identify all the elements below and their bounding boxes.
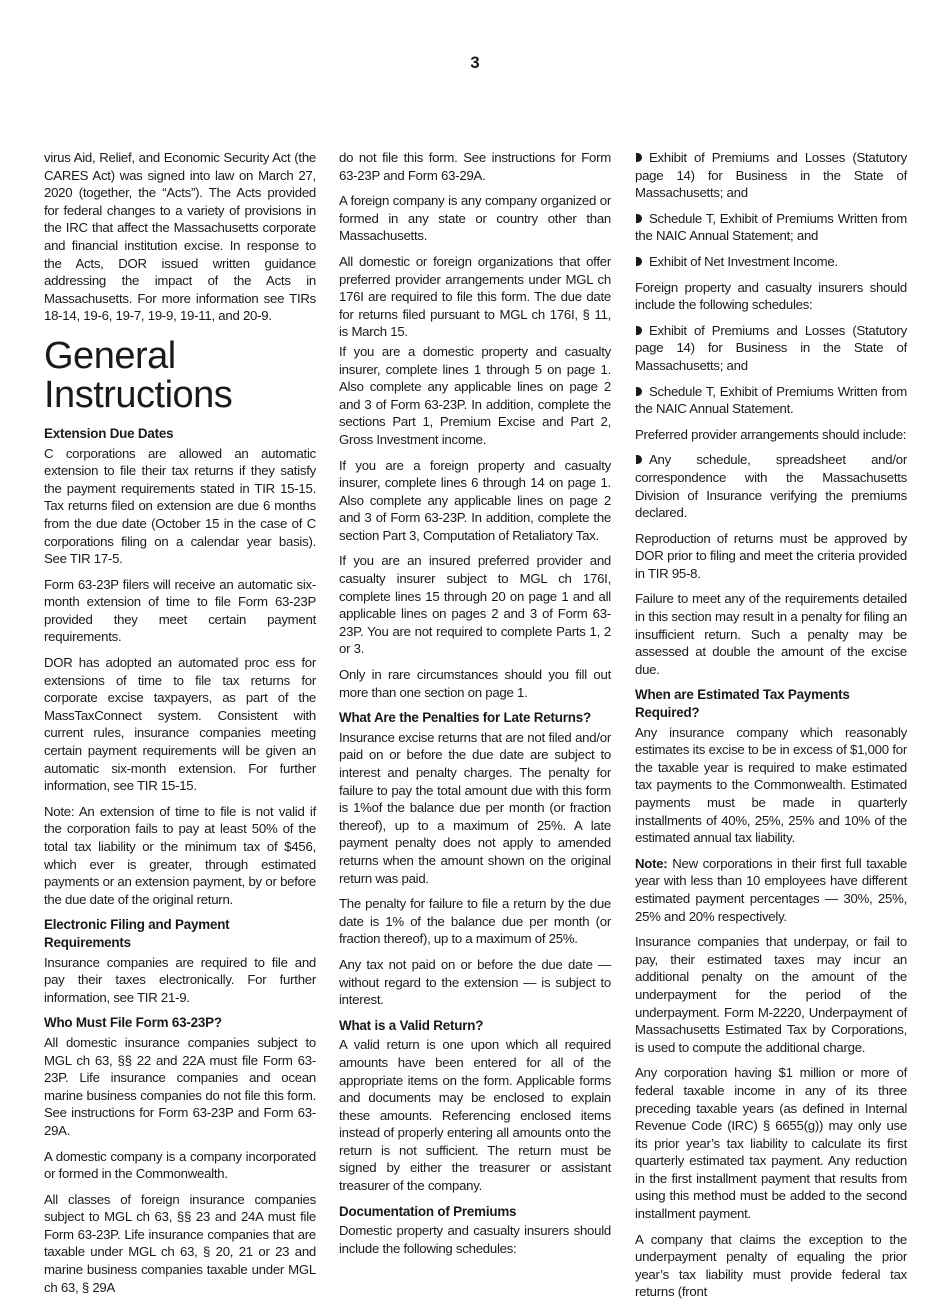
paragraph: Reproduction of returns must be approved by DOR prior to filing and meet the criteria provided in TIR 95-8. <box>635 530 907 581</box>
paragraph: All domestic or foreign organizations that offer preferred provider arrangements under MGL ch 176I are required to file this form. The due date for returns filed pursuant to MGL ch 176I, § 11, is March 15. <box>339 253 611 340</box>
paragraph: If you are an insured preferred provider and casualty insurer subject to MGL ch 176I, complete lines 15 through 20 on page 1 and all applicable lines on pages 2 and 3 of Form 63-23P. You are not required to complete Parts 1, 2 or 3. <box>339 553 611 657</box>
bullet-item <box>635 383 907 418</box>
paragraph: C corporations are allowed an automatic extension to file their tax returns if they satisfy the payment requirements stated in TIR 15-15. Tax returns filed on extension are due 6 months from the due date (October 15 in the case of C corporations filing on a calendar year basis). See TIR 17-5. <box>44 445 316 567</box>
paragraph: DOR has adopted an automated proc ess for extensions of time to file tax returns for corporate excise taxpayers, as part of the MassTaxConnect system. Consistent with current rules, insurance companies meeting certain payment requirements will be given an automatic six-month extension. For further information, see TIR 15-15. <box>44 655 316 794</box>
bullet-item <box>635 253 907 271</box>
paragraph: If you are a domestic property and casualty insurer, complete lines 1 through 5 on page 1. Also complete any applicable lines on page 2 and 3 of Form 63-23P. In addition, complete the sections Part 1, Premium Excise and Part 2, Gross Investment income. <box>339 343 611 447</box>
paragraph: Insurance excise returns that are not filed and/or paid on or before the due date are subject to interest and penalty charges. The penalty for failure to pay the total amount due with this form is 1%of the balance due per month (or fraction thereof), up to a maximum of 25%. A late payment penalty does not apply to amended returns when the amount shown on the original return was paid. <box>339 729 611 886</box>
column-3 <box>635 149 907 1309</box>
paragraph: do not file this form. See instructions for Form 63-23P and Form 63-29A. <box>339 150 611 183</box>
bullet-icon <box>636 387 642 396</box>
paragraph: A valid return is one upon which all required amounts have been entered for all of the appropriate items on the form. Applicable forms and documents may be enclosed to explain these amounts. Referencing enclosed items instead of properly entering all amounts onto the return is not sufficient. The return must be signed by either the treasurer or assistant treasurer of the company. <box>339 1037 611 1194</box>
section-title <box>44 334 316 416</box>
bullet-text: Schedule T, Exhibit of Premiums Written from the NAIC Annual Statement; and <box>635 210 907 244</box>
bullet-icon <box>636 326 642 335</box>
paragraph-intro: virus Aid, Relief, and Economic Security Act (the CARES Act) was signed into law on March 27, 2020 (together, the “Acts”). The Acts provided for federal changes to a variety of provisions in the IRC that affect the Massachusetts corporate and financial institution excise. In response to the Acts, DOR issued written guidance addressing the impact of the Acts in Massachusetts. For more information see TIRs 18-14, 19-6, 19-7, 19-9, 19-11, and 20-9. <box>44 150 316 324</box>
paragraph: A domestic company is a company incorporated or formed in the Commonwealth. <box>44 1148 316 1182</box>
paragraph: Preferred provider arrangements should include: <box>635 426 907 442</box>
heading-who-must-file: Who Must File Form 63-23P? <box>44 1015 222 1031</box>
paragraph: Any corporation having $1 million or more of federal taxable income in any of its three preceding taxable years (as defined in Internal Revenue Code (IRC) § 6655(g)) may only use its prior year’s tax liability to calculate its first quarterly estimated tax payment. Any reduction in the first installment payment that results from using this method must be added to the second installment payment. <box>635 1065 907 1222</box>
bullet-text: Any schedule, spreadsheet and/or correspondence with the Massachusetts Division of Insurance verifying the premiums declared. <box>635 452 907 521</box>
paragraph: A foreign company is any company organized or formed in any state or country other than Massachusetts. <box>339 193 611 244</box>
bullet-item <box>635 149 907 202</box>
note-label: Note: <box>635 855 668 871</box>
paragraph: Note: An extension of time to file is not valid if the corporation fails to pay at least 50% of the total tax liability or the minimum tax of $456, which ever is greater, through estimated payments or an extension payment, by or before the due date of the original return. <box>44 803 316 907</box>
column-1 <box>44 149 316 1304</box>
paragraph: Form 63-23P filers will receive an automatic six-month extension of time to file Form 63-23P provided they meet certain payment requirements. <box>44 576 316 645</box>
bullet-text: Schedule T, Exhibit of Premiums Written from the NAIC Annual Statement. <box>635 383 907 417</box>
paragraph: All domestic insurance companies subject to MGL ch 63, §§ 22 and 22A must file Form 63-23P. Life insurance companies and ocean marine business companies do not file this form. See instructions for Form 63-23P and Form 63-29A. <box>44 1034 316 1138</box>
heading-documentation-of-premiums: Documentation of Premiums <box>339 1203 517 1219</box>
bullet-icon <box>636 214 642 223</box>
column-2 <box>339 149 611 1265</box>
bullet-text: Exhibit of Premiums and Losses (Statutory page 14) for Business in the State of Massachusetts; and <box>635 322 907 373</box>
bullet-item <box>635 451 907 521</box>
page-number: 3 <box>470 53 480 72</box>
section-title-line-1: General <box>44 334 176 377</box>
paragraph: Only in rare circumstances should you fill out more than one section on page 1. <box>339 667 611 700</box>
paragraph: Any insurance company which reasonably estimates its excise to be in excess of $1,000 for the taxable year is required to make estimated tax payments to the Commonwealth. Estimated payments must be made in quarterly installments of 40%, 25%, 25% and 10% of the estimated annual tax liability. <box>635 724 907 846</box>
section-title-line-2: Instructions <box>44 373 233 416</box>
bullet-icon <box>636 455 642 464</box>
heading-penalties: What Are the Penalties for Late Returns? <box>339 710 591 726</box>
paragraph: The penalty for failure to file a return by the due date is 1% of the balance due per month (or fraction thereof), up to a maximum of 25%. <box>339 896 611 947</box>
paragraph: A company that claims the exception to the underpayment penalty of equaling the prior year’s tax liability must provide federal tax returns (front <box>635 1231 907 1300</box>
paragraph: Insurance companies are required to file and pay their taxes electronically. For further information, see TIR 21-9. <box>44 954 316 1005</box>
paragraph-note <box>635 855 907 925</box>
bullet-icon <box>636 257 642 266</box>
bullet-text: Exhibit of Premiums and Losses (Statutory page 14) for Business in the State of Massachusetts; and <box>635 150 907 201</box>
bullet-item <box>635 210 907 245</box>
paragraph: If you are a foreign property and casualty insurer, complete lines 6 through 14 on page 1. Also complete any applicable lines on page 2 and 3 of Form 63-23P. In addition, complete the section Part 3, Computation of Retaliatory Tax. <box>339 457 611 543</box>
paragraph: All classes of foreign insurance companies subject to MGL ch 63, §§ 23 and 24A must file Form 63-23P. Life insurance companies that are taxable under MGL ch 63, § 20, 21 or 23 and marine business companies taxable under MGL ch 63, § 29A <box>44 1191 316 1295</box>
paragraph: Failure to meet any of the requirements detailed in this section may result in a penalty for filing an insufficient return. Such a penalty may be assessed at double the amount of the excise due. <box>635 591 907 677</box>
heading-valid-return: What is a Valid Return? <box>339 1017 484 1033</box>
paragraph: Insurance companies that underpay, or fail to pay, their estimated taxes may incur an additional penalty on the amount of the underpayment for the period of the underpayment. Form M-2220, Underpayment of Massachusetts Estimated Tax by Corporations, is used to compute the additional charge. <box>635 934 907 1055</box>
paragraph: Domestic property and casualty insurers should include the following schedules: <box>339 1223 611 1256</box>
heading-estimated-tax-payments: When are Estimated Tax Payments Required? <box>635 687 850 721</box>
paragraph: Foreign property and casualty insurers should include the following schedules: <box>635 279 907 313</box>
bullet-icon <box>636 153 642 162</box>
paragraph: Any tax not paid on or before the due date — without regard to the extension — is subject to interest. <box>339 956 611 1008</box>
heading-electronic-filing: Electronic Filing and Payment Requirements <box>44 917 230 950</box>
bullet-item <box>635 322 907 375</box>
heading-extension-due-dates: Extension Due Dates <box>44 425 174 441</box>
note-text: New corporations in their first full taxable year with less than 10 employees have different estimated payment percentages — 30%, 25%, 25% and 20% respectively. <box>635 855 907 924</box>
bullet-text: Exhibit of Net Investment Income. <box>649 253 838 269</box>
